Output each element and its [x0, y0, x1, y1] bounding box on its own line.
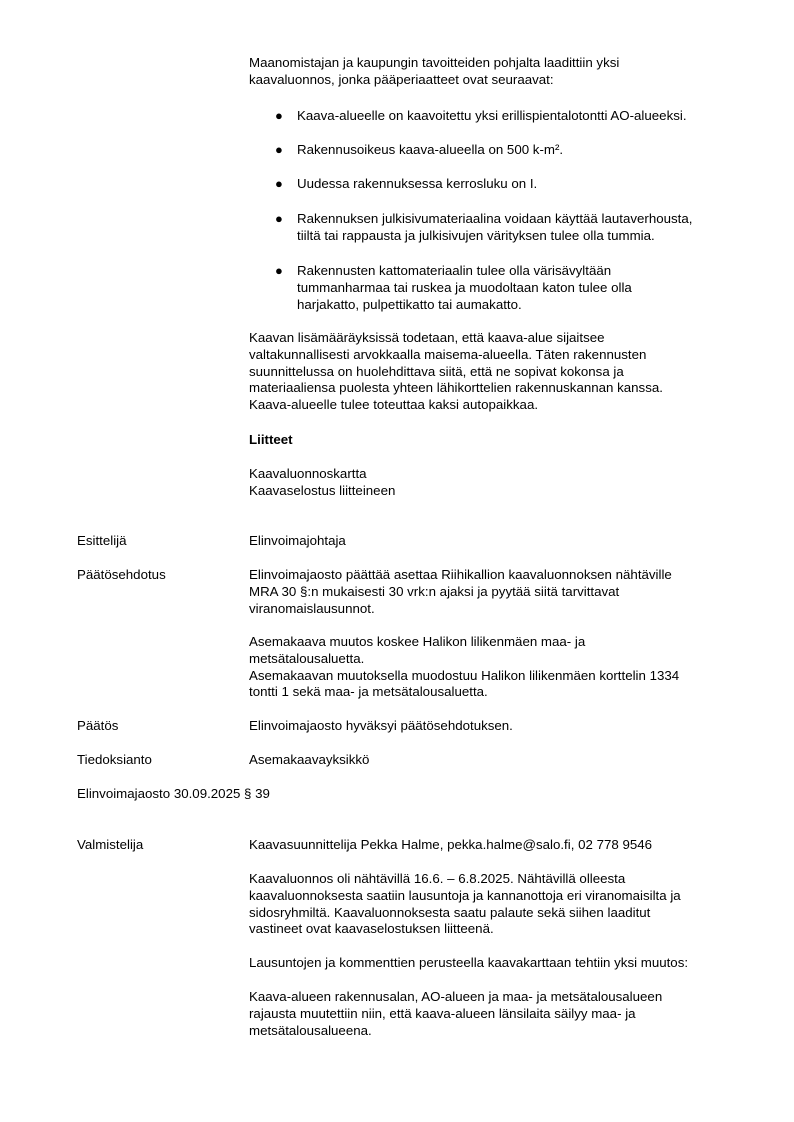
bullet-icon: ● — [275, 211, 283, 226]
proposal-paragraph: Asemakaava muutos koskee Halikon lilikenmäen maa- ja metsätalousaluetta. Asemakaavan muutoksella muodostuu Halikon lilikenmäen korttelin 1334 tontti 1 sekä maa- ja metsätalousaluetta. — [249, 634, 680, 700]
list-item-text: Uudessa rakennuksessa kerrosluku on I. — [297, 176, 538, 191]
preparer-value: Kaavasuunnittelija Pekka Halme, pekka.halme@salo.fi, 02 778 9546 — [249, 837, 653, 852]
notification-value: Asemakaavayksikkö — [249, 752, 370, 767]
preparer-paragraph: Kaavaluonnos oli nähtävillä 16.6. – 6.8.2025. Nähtävillä olleesta kaavaluonnoksesta saatiin lausuntoja ja kannanottoja eri viranomaisilta ja sidosryhmiltä. Kaavaluonnoksesta saatu palaute sekä siihen laaditut vastineet ovat kaavaselostuksen liitteenä. — [249, 871, 681, 937]
meeting-reference: Elinvoimajaosto 30.09.2025 § 39 — [77, 786, 270, 801]
bullet-icon: ● — [275, 108, 283, 123]
decision-label: Päätös — [77, 718, 119, 733]
preparer-paragraph: Lausuntojen ja kommenttien perusteella kaavakarttaan tehtiin yksi muutos: — [249, 955, 689, 970]
presenter-value: Elinvoimajohtaja — [249, 533, 346, 548]
attachments-heading: Liitteet — [249, 432, 293, 447]
decision-value: Elinvoimajaosto hyväksyi päätösehdotuksen. — [249, 718, 513, 733]
list-item-text: Rakennuksen julkisivumateriaalina voidaan käyttää lautaverhousta, tiiltä tai rappausta ja julkisivujen värityksen tulee olla tummia. — [297, 211, 693, 243]
attachment-item: Kaavaselostus liitteineen — [249, 483, 396, 498]
bullet-icon: ● — [275, 176, 283, 191]
list-item-text: Rakennusoikeus kaava-alueella on 500 k-m². — [297, 142, 564, 157]
list-item-text: Rakennusten kattomateriaalin tulee olla värisävyltään tummanharmaa tai ruskea ja muodoltaan katon tulee olla harjakatto, pulpettikatto tai aumakatto. — [297, 263, 632, 312]
presenter-label: Esittelijä — [77, 533, 127, 548]
bullet-icon: ● — [275, 263, 283, 278]
bullet-icon: ● — [275, 142, 283, 157]
attachment-item: Kaavaluonnoskartta — [249, 466, 367, 481]
proposal-paragraph: Elinvoimajaosto päättää asettaa Riihikallion kaavaluonnoksen nähtäville MRA 30 §:n mukaisesti 30 vrk:n ajaksi ja pyytää siitä tarvittavat viranomaislausunnot. — [249, 567, 672, 616]
additional-regulations-paragraph: Kaavan lisämääräyksissä todetaan, että kaava-alue sijaitsee valtakunnallisesti arvokkaalla maisema-alueella. Täten rakennusten suunnittelussa on huolehdittava siitä, että ne sopivat kokonsa ja materiaaliensa puolesta yhteen lähikorttelien rakennuskannan kanssa. Kaava-alueelle tulee toteuttaa kaksi autopaikkaa. — [249, 330, 663, 413]
intro-paragraph: Maanomistajan ja kaupungin tavoitteiden pohjalta laadittiin yksi kaavaluonnos, jonka pääperiaatteet ovat seuraavat: — [249, 55, 620, 87]
proposal-label: Päätösehdotus — [77, 567, 166, 582]
notification-label: Tiedoksianto — [77, 752, 152, 767]
preparer-paragraph: Kaava-alueen rakennusalan, AO-alueen ja maa- ja metsätalousalueen rajausta muutettiin niin, että kaava-alueen länsilaita säilyy maa- ja metsätalousalueena. — [249, 989, 663, 1038]
preparer-label: Valmistelija — [77, 837, 144, 852]
list-item-text: Kaava-alueelle on kaavoitettu yksi erillispientalotontti AO-alueeksi. — [297, 108, 687, 123]
